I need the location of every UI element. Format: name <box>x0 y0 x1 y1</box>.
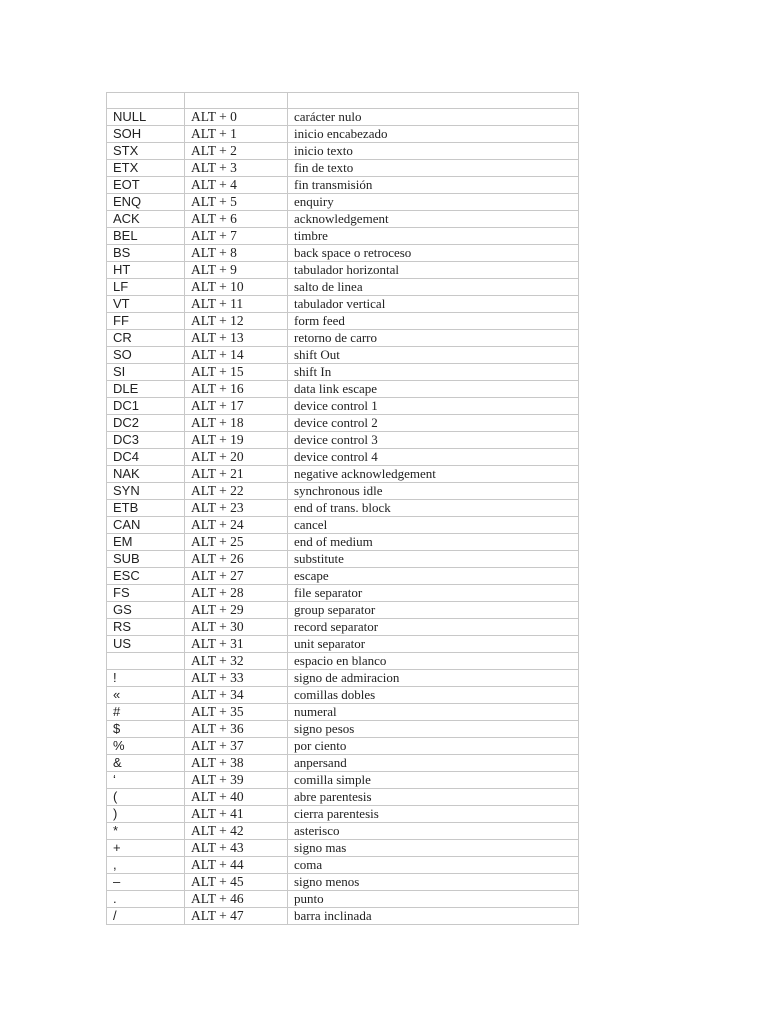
cell-description: anpersand <box>288 755 579 772</box>
cell-description: cancel <box>288 517 579 534</box>
cell-description: group separator <box>288 602 579 619</box>
cell-char-name: $ <box>107 721 185 738</box>
cell-alt-code: ALT + 9 <box>185 262 288 279</box>
cell-alt-code: ALT + 29 <box>185 602 288 619</box>
cell-description: fin de texto <box>288 160 579 177</box>
cell-description: escape <box>288 568 579 585</box>
table-row <box>107 619 579 636</box>
cell-alt-code: ALT + 26 <box>185 551 288 568</box>
cell-alt-code: ALT + 42 <box>185 823 288 840</box>
header-cell-code <box>185 93 288 109</box>
table-row <box>107 126 579 143</box>
cell-char-name: ENQ <box>107 194 185 211</box>
cell-alt-code: ALT + 7 <box>185 228 288 245</box>
table-row <box>107 177 579 194</box>
cell-char-name: FS <box>107 585 185 602</box>
cell-description: acknowledgement <box>288 211 579 228</box>
cell-description: negative acknowledgement <box>288 466 579 483</box>
table-row <box>107 874 579 891</box>
cell-alt-code: ALT + 40 <box>185 789 288 806</box>
cell-description: asterisco <box>288 823 579 840</box>
cell-char-name: # <box>107 704 185 721</box>
cell-char-name: LF <box>107 279 185 296</box>
cell-alt-code: ALT + 13 <box>185 330 288 347</box>
cell-description: fin transmisión <box>288 177 579 194</box>
table-row <box>107 296 579 313</box>
cell-description: back space o retroceso <box>288 245 579 262</box>
cell-char-name: FF <box>107 313 185 330</box>
cell-alt-code: ALT + 43 <box>185 840 288 857</box>
cell-description: shift In <box>288 364 579 381</box>
table-row <box>107 585 579 602</box>
cell-description: device control 4 <box>288 449 579 466</box>
cell-description: comilla simple <box>288 772 579 789</box>
cell-description: por ciento <box>288 738 579 755</box>
cell-alt-code: ALT + 14 <box>185 347 288 364</box>
cell-char-name: DC2 <box>107 415 185 432</box>
cell-alt-code: ALT + 47 <box>185 908 288 925</box>
cell-alt-code: ALT + 25 <box>185 534 288 551</box>
cell-char-name: EM <box>107 534 185 551</box>
table-row <box>107 891 579 908</box>
cell-alt-code: ALT + 5 <box>185 194 288 211</box>
table-row <box>107 449 579 466</box>
cell-description: timbre <box>288 228 579 245</box>
table-row <box>107 806 579 823</box>
table-row <box>107 721 579 738</box>
cell-alt-code: ALT + 38 <box>185 755 288 772</box>
cell-char-name: CR <box>107 330 185 347</box>
cell-description: coma <box>288 857 579 874</box>
cell-char-name: NULL <box>107 109 185 126</box>
table-row <box>107 789 579 806</box>
cell-char-name: BS <box>107 245 185 262</box>
table-row <box>107 517 579 534</box>
table-row <box>107 670 579 687</box>
cell-char-name: RS <box>107 619 185 636</box>
cell-alt-code: ALT + 19 <box>185 432 288 449</box>
table-row <box>107 194 579 211</box>
cell-description: carácter nulo <box>288 109 579 126</box>
table-row <box>107 313 579 330</box>
cell-alt-code: ALT + 21 <box>185 466 288 483</box>
cell-alt-code: ALT + 27 <box>185 568 288 585</box>
cell-description: signo pesos <box>288 721 579 738</box>
cell-alt-code: ALT + 16 <box>185 381 288 398</box>
table-row <box>107 636 579 653</box>
cell-description: synchronous idle <box>288 483 579 500</box>
cell-alt-code: ALT + 37 <box>185 738 288 755</box>
cell-alt-code: ALT + 2 <box>185 143 288 160</box>
cell-alt-code: ALT + 10 <box>185 279 288 296</box>
cell-description: comillas dobles <box>288 687 579 704</box>
cell-char-name: & <box>107 755 185 772</box>
table-row <box>107 857 579 874</box>
cell-description: signo mas <box>288 840 579 857</box>
cell-description: shift Out <box>288 347 579 364</box>
cell-description: device control 3 <box>288 432 579 449</box>
table-row <box>107 602 579 619</box>
cell-alt-code: ALT + 45 <box>185 874 288 891</box>
cell-alt-code: ALT + 8 <box>185 245 288 262</box>
cell-alt-code: ALT + 12 <box>185 313 288 330</box>
table-row <box>107 704 579 721</box>
cell-alt-code: ALT + 31 <box>185 636 288 653</box>
cell-description: numeral <box>288 704 579 721</box>
cell-alt-code: ALT + 0 <box>185 109 288 126</box>
header-cell-name <box>107 93 185 109</box>
cell-description: signo de admiracion <box>288 670 579 687</box>
table-row <box>107 466 579 483</box>
table-row <box>107 483 579 500</box>
cell-char-name: ( <box>107 789 185 806</box>
table-row <box>107 347 579 364</box>
table-row <box>107 211 579 228</box>
cell-char-name: HT <box>107 262 185 279</box>
cell-char-name: NAK <box>107 466 185 483</box>
table-row <box>107 534 579 551</box>
cell-char-name: US <box>107 636 185 653</box>
table-row <box>107 500 579 517</box>
cell-char-name: + <box>107 840 185 857</box>
table-row <box>107 398 579 415</box>
cell-description: file separator <box>288 585 579 602</box>
table-row <box>107 568 579 585</box>
table-row <box>107 143 579 160</box>
cell-alt-code: ALT + 34 <box>185 687 288 704</box>
cell-description: unit separator <box>288 636 579 653</box>
table-row <box>107 228 579 245</box>
cell-char-name: DLE <box>107 381 185 398</box>
table-row <box>107 432 579 449</box>
cell-description: end of trans. block <box>288 500 579 517</box>
cell-alt-code: ALT + 24 <box>185 517 288 534</box>
cell-char-name: / <box>107 908 185 925</box>
cell-description: barra inclinada <box>288 908 579 925</box>
cell-description: form feed <box>288 313 579 330</box>
table-body <box>107 93 579 925</box>
cell-description: inicio encabezado <box>288 126 579 143</box>
cell-char-name: GS <box>107 602 185 619</box>
ascii-alt-code-table <box>106 92 579 925</box>
cell-char-name: – <box>107 874 185 891</box>
cell-char-name: SYN <box>107 483 185 500</box>
table-row <box>107 653 579 670</box>
cell-char-name: . <box>107 891 185 908</box>
table-row <box>107 381 579 398</box>
cell-alt-code: ALT + 23 <box>185 500 288 517</box>
cell-alt-code: ALT + 41 <box>185 806 288 823</box>
table-row <box>107 262 579 279</box>
cell-description: signo menos <box>288 874 579 891</box>
table-header-row <box>107 93 579 109</box>
cell-description: tabulador horizontal <box>288 262 579 279</box>
table-row <box>107 840 579 857</box>
cell-alt-code: ALT + 11 <box>185 296 288 313</box>
cell-char-name <box>107 653 185 670</box>
cell-alt-code: ALT + 46 <box>185 891 288 908</box>
cell-alt-code: ALT + 20 <box>185 449 288 466</box>
cell-char-name: SO <box>107 347 185 364</box>
cell-description: data link escape <box>288 381 579 398</box>
table-row <box>107 245 579 262</box>
cell-char-name: ‘ <box>107 772 185 789</box>
cell-alt-code: ALT + 35 <box>185 704 288 721</box>
cell-char-name: DC4 <box>107 449 185 466</box>
cell-alt-code: ALT + 17 <box>185 398 288 415</box>
cell-alt-code: ALT + 22 <box>185 483 288 500</box>
cell-alt-code: ALT + 15 <box>185 364 288 381</box>
cell-char-name: % <box>107 738 185 755</box>
cell-description: retorno de carro <box>288 330 579 347</box>
cell-char-name: CAN <box>107 517 185 534</box>
cell-char-name: SI <box>107 364 185 381</box>
cell-description: inicio texto <box>288 143 579 160</box>
cell-description: substitute <box>288 551 579 568</box>
cell-char-name: ETB <box>107 500 185 517</box>
table-row <box>107 908 579 925</box>
table-row <box>107 415 579 432</box>
cell-description: device control 1 <box>288 398 579 415</box>
cell-alt-code: ALT + 4 <box>185 177 288 194</box>
cell-char-name: ) <box>107 806 185 823</box>
cell-description: abre parentesis <box>288 789 579 806</box>
cell-description: punto <box>288 891 579 908</box>
cell-alt-code: ALT + 6 <box>185 211 288 228</box>
cell-alt-code: ALT + 33 <box>185 670 288 687</box>
cell-char-name: ETX <box>107 160 185 177</box>
cell-char-name: ACK <box>107 211 185 228</box>
cell-description: enquiry <box>288 194 579 211</box>
cell-alt-code: ALT + 39 <box>185 772 288 789</box>
table-row <box>107 364 579 381</box>
table-row <box>107 279 579 296</box>
table-row <box>107 687 579 704</box>
cell-alt-code: ALT + 3 <box>185 160 288 177</box>
cell-description: salto de linea <box>288 279 579 296</box>
cell-alt-code: ALT + 1 <box>185 126 288 143</box>
table-row <box>107 551 579 568</box>
table-row <box>107 738 579 755</box>
cell-char-name: SOH <box>107 126 185 143</box>
cell-description: tabulador vertical <box>288 296 579 313</box>
cell-char-name: STX <box>107 143 185 160</box>
cell-alt-code: ALT + 44 <box>185 857 288 874</box>
table-row <box>107 755 579 772</box>
cell-char-name: , <box>107 857 185 874</box>
cell-alt-code: ALT + 36 <box>185 721 288 738</box>
cell-char-name: * <box>107 823 185 840</box>
cell-char-name: DC3 <box>107 432 185 449</box>
header-cell-description <box>288 93 579 109</box>
table-row <box>107 330 579 347</box>
table-row <box>107 160 579 177</box>
cell-char-name: BEL <box>107 228 185 245</box>
cell-char-name: EOT <box>107 177 185 194</box>
cell-char-name: DC1 <box>107 398 185 415</box>
cell-alt-code: ALT + 32 <box>185 653 288 670</box>
table-row <box>107 772 579 789</box>
cell-char-name: « <box>107 687 185 704</box>
cell-char-name: VT <box>107 296 185 313</box>
table-row <box>107 823 579 840</box>
cell-char-name: SUB <box>107 551 185 568</box>
cell-alt-code: ALT + 18 <box>185 415 288 432</box>
cell-char-name: ESC <box>107 568 185 585</box>
cell-description: espacio en blanco <box>288 653 579 670</box>
cell-description: record separator <box>288 619 579 636</box>
cell-alt-code: ALT + 28 <box>185 585 288 602</box>
table-row <box>107 109 579 126</box>
cell-description: device control 2 <box>288 415 579 432</box>
cell-description: end of medium <box>288 534 579 551</box>
cell-char-name: ! <box>107 670 185 687</box>
cell-alt-code: ALT + 30 <box>185 619 288 636</box>
cell-description: cierra parentesis <box>288 806 579 823</box>
